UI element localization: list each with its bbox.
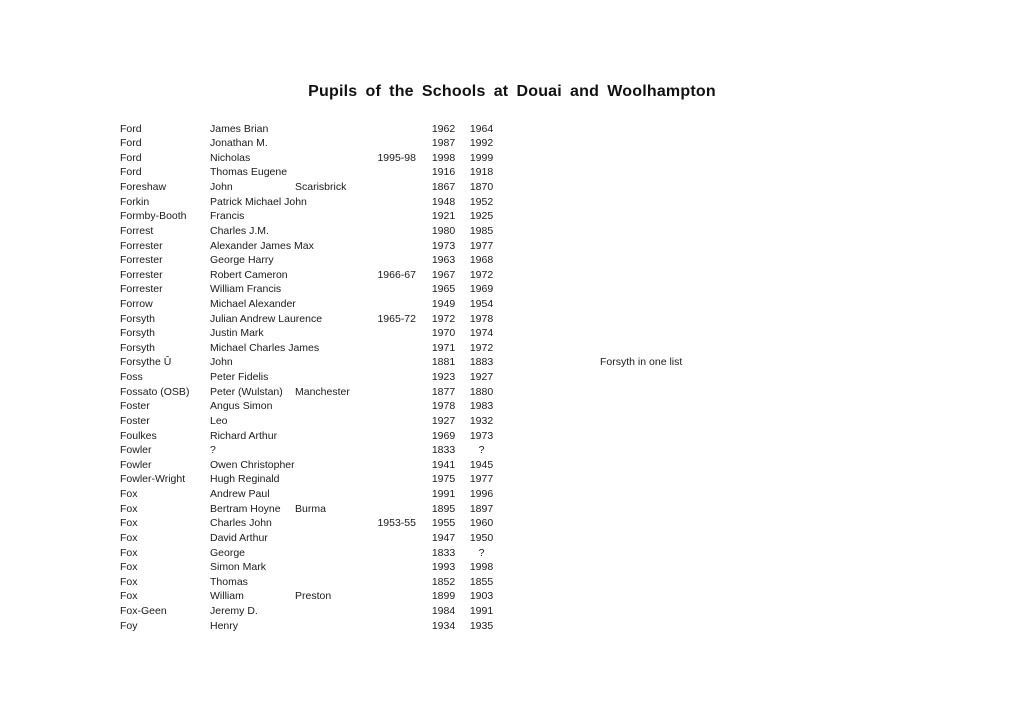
year-start-cell: 1921 <box>431 210 456 223</box>
surname-cell: Ford <box>120 166 142 179</box>
given-names-cell: Patrick Michael John <box>210 195 307 208</box>
given-names-cell: Simon Mark <box>210 561 267 574</box>
surname-cell: Forrester <box>120 268 163 281</box>
table-row <box>0 355 1024 369</box>
given-names-cell: George <box>210 546 246 559</box>
table-row <box>0 546 1024 560</box>
table-row <box>0 399 1024 413</box>
year-end-cell: 1978 <box>469 312 494 325</box>
given-names-cell: Julian Andrew Laurence <box>210 312 323 325</box>
table-row <box>0 619 1024 633</box>
table-row <box>0 414 1024 428</box>
dates-attended-cell: 1995-98 <box>377 151 416 164</box>
given-names-cell: David Arthur <box>210 531 268 544</box>
year-start-cell: 1970 <box>431 327 456 340</box>
table-row <box>0 224 1024 238</box>
year-end-cell: 1932 <box>469 414 494 427</box>
year-end-cell: 1960 <box>469 517 494 530</box>
year-end-cell: 1952 <box>469 195 494 208</box>
year-start-cell: 1877 <box>431 385 456 398</box>
year-end-cell: 1968 <box>469 254 494 267</box>
surname-cell: Fossato (OSB) <box>120 385 190 398</box>
table-row <box>0 312 1024 326</box>
dates-attended-cell: 1953-55 <box>377 517 416 530</box>
table-row <box>0 253 1024 267</box>
given-names-cell: Nicholas <box>210 151 251 164</box>
year-start-cell: 1975 <box>431 473 456 486</box>
surname-cell: Foy <box>120 619 138 632</box>
year-start-cell: 1948 <box>431 195 456 208</box>
year-start-cell: 1895 <box>431 502 456 515</box>
surname-cell: Foreshaw <box>120 181 167 193</box>
year-start-cell: 1967 <box>431 268 456 281</box>
year-end-cell: ? <box>478 546 485 559</box>
surname-cell: Fox <box>120 517 138 530</box>
surname-cell: Forsyth <box>120 327 156 340</box>
given-names-cell: Robert Cameron <box>210 268 288 281</box>
year-start-cell: 1881 <box>431 356 456 369</box>
given-names-cell: Peter Fidelis <box>210 371 269 383</box>
table-row <box>0 239 1024 253</box>
year-end-cell: 1903 <box>469 590 494 603</box>
year-end-cell: 1985 <box>469 224 494 237</box>
year-end-cell: 1969 <box>469 283 494 296</box>
table-row <box>0 122 1024 136</box>
table-row <box>0 604 1024 618</box>
table-row <box>0 209 1024 223</box>
surname-cell: Forrow <box>120 297 153 310</box>
year-end-cell: 1992 <box>469 137 494 150</box>
table-row <box>0 531 1024 545</box>
year-start-cell: 1949 <box>431 297 456 310</box>
place-cell: Scarisbrick <box>295 181 347 193</box>
surname-cell: Forsythe Û <box>120 356 172 369</box>
year-start-cell: 1965 <box>431 283 456 296</box>
year-end-cell: 1973 <box>469 429 494 442</box>
year-start-cell: 1867 <box>431 181 456 193</box>
year-start-cell: 1987 <box>431 137 456 150</box>
year-start-cell: 1962 <box>431 122 456 135</box>
year-start-cell: 1947 <box>431 531 456 544</box>
year-end-cell: 1991 <box>469 605 494 617</box>
year-start-cell: 1980 <box>431 224 456 237</box>
given-names-cell: George Harry <box>210 254 274 267</box>
year-start-cell: 1934 <box>431 619 456 632</box>
place-cell: Manchester <box>295 385 350 398</box>
surname-cell: Fox <box>120 546 138 559</box>
year-end-cell: 1880 <box>469 385 494 398</box>
surname-cell: Ford <box>120 151 142 164</box>
year-end-cell: 1870 <box>469 181 494 193</box>
given-names-cell: Hugh Reginald <box>210 473 280 486</box>
table-row <box>0 472 1024 486</box>
year-start-cell: 1916 <box>431 166 456 179</box>
table-row <box>0 370 1024 384</box>
table-row <box>0 487 1024 501</box>
surname-cell: Fox <box>120 590 138 603</box>
surname-cell: Ford <box>120 137 142 150</box>
surname-cell: Forrest <box>120 224 154 237</box>
surname-cell: Foss <box>120 371 143 383</box>
given-names-cell: William Francis <box>210 283 282 296</box>
table-row <box>0 151 1024 165</box>
year-start-cell: 1927 <box>431 414 456 427</box>
year-end-cell: 1927 <box>469 371 494 383</box>
year-start-cell: 1978 <box>431 400 456 413</box>
year-start-cell: 1852 <box>431 575 456 588</box>
year-end-cell: 1945 <box>469 458 494 471</box>
surname-cell: Formby-Booth <box>120 210 187 223</box>
surname-cell: Ford <box>120 122 142 135</box>
given-names-cell: James Brian <box>210 122 269 135</box>
surname-cell: Forsyth <box>120 312 156 325</box>
table-row <box>0 443 1024 457</box>
given-names-cell: ? <box>210 444 216 457</box>
surname-cell: Fowler <box>120 458 152 471</box>
year-end-cell: 1918 <box>469 166 494 179</box>
year-end-cell: ? <box>478 444 485 457</box>
year-start-cell: 1998 <box>431 151 456 164</box>
given-names-cell: Leo <box>210 414 228 427</box>
year-start-cell: 1923 <box>431 371 456 383</box>
year-end-cell: 1964 <box>469 122 494 135</box>
given-names-cell: William <box>210 590 244 603</box>
year-end-cell: 1883 <box>469 356 494 369</box>
table-row <box>0 575 1024 589</box>
surname-cell: Forrester <box>120 254 163 267</box>
surname-cell: Fox <box>120 561 138 574</box>
year-start-cell: 1899 <box>431 590 456 603</box>
surname-cell: Foster <box>120 400 150 413</box>
given-names-cell: Andrew Paul <box>210 488 270 500</box>
table-row <box>0 180 1024 194</box>
given-names-cell: Jeremy D. <box>210 605 258 617</box>
table-row <box>0 502 1024 516</box>
year-end-cell: 1954 <box>469 297 494 310</box>
surname-cell: Fox <box>120 502 138 515</box>
note-cell: Forsyth in one list <box>600 356 683 369</box>
surname-cell: Forsyth <box>120 341 156 354</box>
year-end-cell: 1977 <box>469 239 494 252</box>
year-start-cell: 1969 <box>431 429 456 442</box>
table-row <box>0 165 1024 179</box>
surname-cell: Foster <box>120 414 150 427</box>
year-start-cell: 1955 <box>431 517 456 530</box>
table-row <box>0 341 1024 355</box>
given-names-cell: Francis <box>210 210 245 223</box>
surname-cell: Forrester <box>120 239 163 252</box>
year-end-cell: 1998 <box>469 561 494 574</box>
table-row <box>0 195 1024 209</box>
given-names-cell: Angus Simon <box>210 400 273 413</box>
surname-cell: Fowler-Wright <box>120 473 186 486</box>
year-start-cell: 1991 <box>431 488 456 500</box>
year-end-cell: 1977 <box>469 473 494 486</box>
table-row <box>0 458 1024 472</box>
table-row <box>0 326 1024 340</box>
dates-attended-cell: 1966-67 <box>377 268 416 281</box>
table-row <box>0 429 1024 443</box>
year-start-cell: 1973 <box>431 239 456 252</box>
surname-cell: Forkin <box>120 195 150 208</box>
table-row <box>0 589 1024 603</box>
given-names-cell: Justin Mark <box>210 327 264 340</box>
year-end-cell: 1935 <box>469 619 494 632</box>
year-end-cell: 1925 <box>469 210 494 223</box>
given-names-cell: Charles J.M. <box>210 224 269 237</box>
given-names-cell: Alexander James Max <box>210 239 314 252</box>
year-start-cell: 1972 <box>431 312 456 325</box>
surname-cell: Fox <box>120 488 138 500</box>
year-end-cell: 1983 <box>469 400 494 413</box>
dates-attended-cell: 1965-72 <box>377 312 416 325</box>
given-names-cell: Richard Arthur <box>210 429 278 442</box>
year-start-cell: 1833 <box>431 444 456 457</box>
year-end-cell: 1999 <box>469 151 494 164</box>
year-start-cell: 1993 <box>431 561 456 574</box>
given-names-cell: Bertram Hoyne <box>210 502 281 515</box>
given-names-cell: Michael Alexander <box>210 297 296 310</box>
table-row <box>0 268 1024 282</box>
surname-cell: Foulkes <box>120 429 157 442</box>
year-start-cell: 1941 <box>431 458 456 471</box>
given-names-cell: John <box>210 181 233 193</box>
surname-cell: Fowler <box>120 444 152 457</box>
given-names-cell: Jonathan M. <box>210 137 268 150</box>
given-names-cell: Thomas <box>210 575 248 588</box>
table-row <box>0 516 1024 530</box>
table-row <box>0 282 1024 296</box>
year-end-cell: 1855 <box>469 575 494 588</box>
table-row <box>0 385 1024 399</box>
given-names-cell: Thomas Eugene <box>210 166 288 179</box>
year-start-cell: 1963 <box>431 254 456 267</box>
given-names-cell: Charles John <box>210 517 272 530</box>
table-row <box>0 297 1024 311</box>
surname-cell: Fox-Geen <box>120 605 167 617</box>
place-cell: Preston <box>295 590 332 603</box>
surname-cell: Fox <box>120 575 138 588</box>
page-title: Pupils of the Schools at Douai and Woolhampton <box>308 83 716 100</box>
surname-cell: Fox <box>120 531 138 544</box>
year-end-cell: 1974 <box>469 327 494 340</box>
table-row <box>0 560 1024 574</box>
given-names-cell: Henry <box>210 619 239 632</box>
given-names-cell: Peter (Wulstan) <box>210 385 283 398</box>
given-names-cell: Michael Charles James <box>210 341 320 354</box>
year-end-cell: 1996 <box>469 488 494 500</box>
given-names-cell: John <box>210 356 233 369</box>
year-end-cell: 1972 <box>469 341 494 354</box>
place-cell: Burma <box>295 502 326 515</box>
table-row <box>0 136 1024 150</box>
surname-cell: Forrester <box>120 283 163 296</box>
year-end-cell: 1950 <box>469 531 494 544</box>
year-end-cell: 1897 <box>469 502 494 515</box>
year-start-cell: 1833 <box>431 546 456 559</box>
given-names-cell: Owen Christopher <box>210 458 295 471</box>
year-start-cell: 1971 <box>431 341 456 354</box>
year-end-cell: 1972 <box>469 268 494 281</box>
year-start-cell: 1984 <box>431 605 456 617</box>
